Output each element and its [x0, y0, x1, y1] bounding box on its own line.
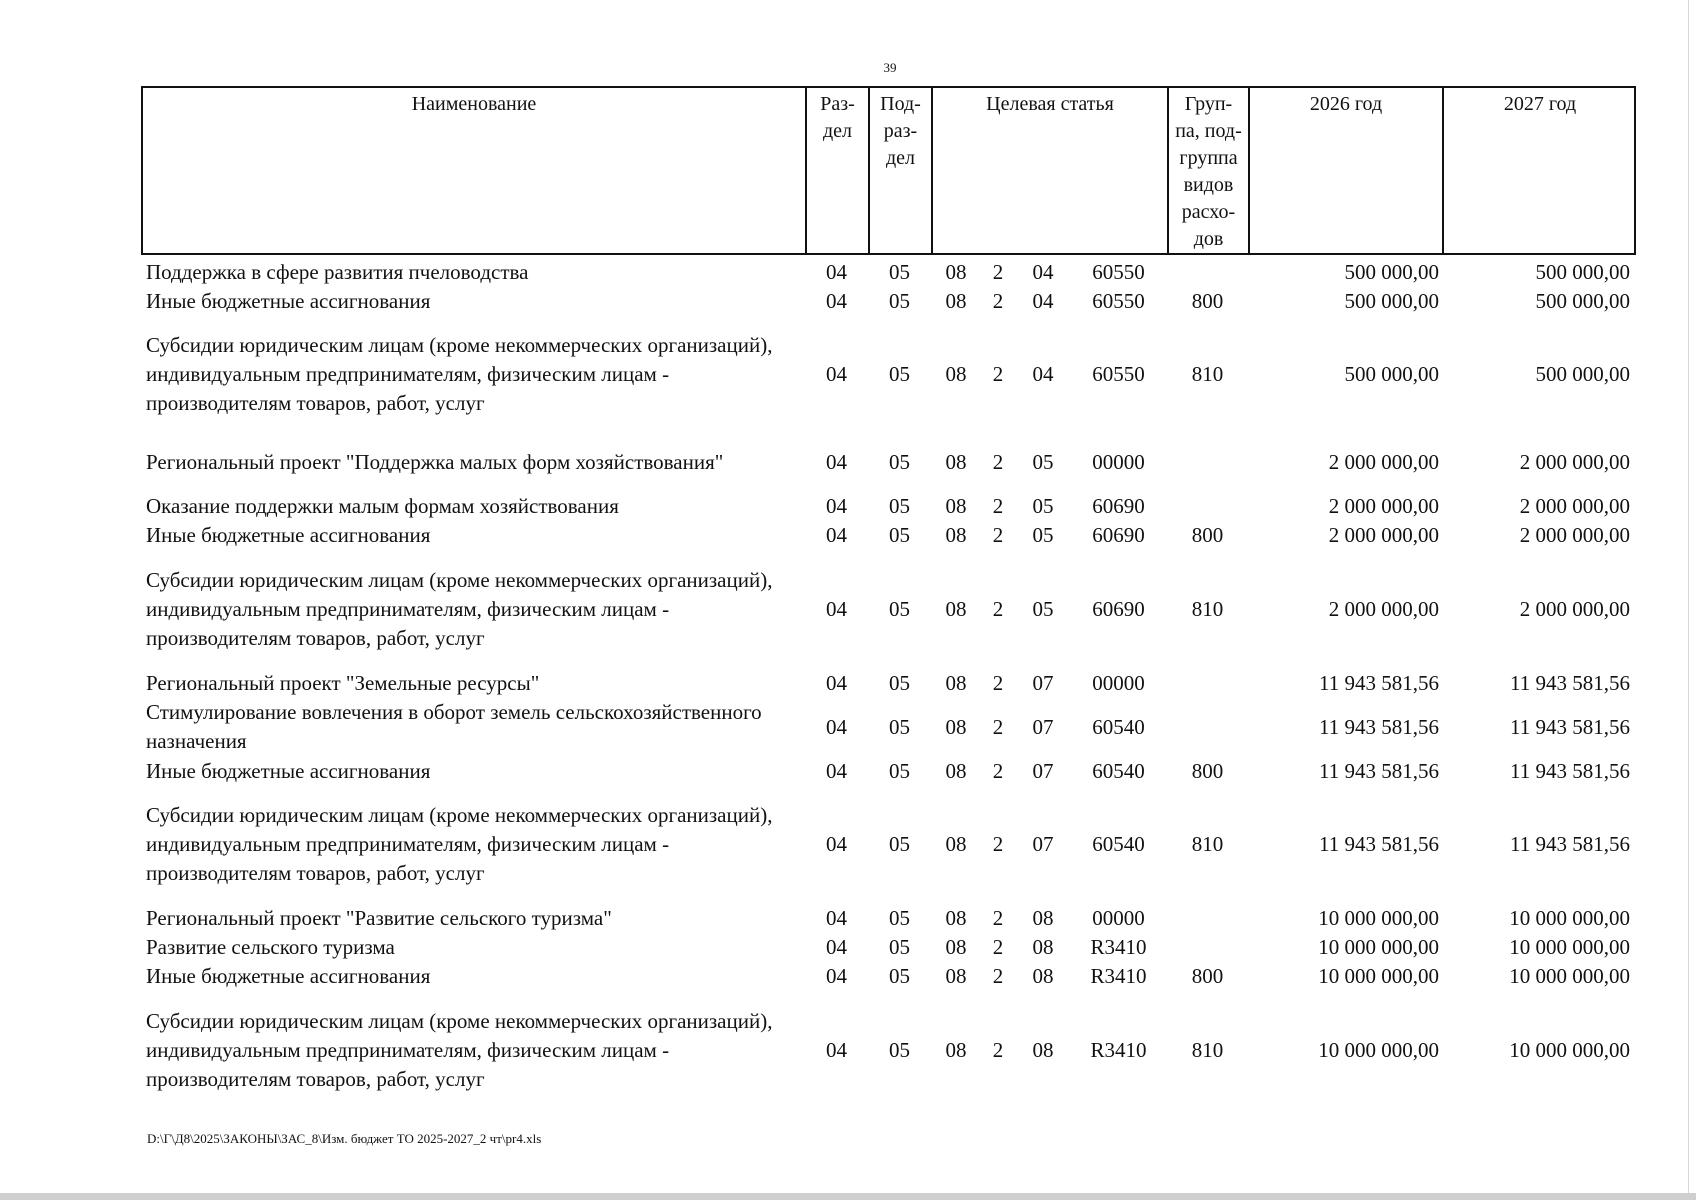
row-target-subprogram: 2 [992, 935, 1004, 959]
row-target-event: 08 [1032, 906, 1054, 930]
row-target-event: 04 [1032, 289, 1054, 313]
row-amount-2026: 500 000,00 [1344, 260, 1439, 284]
row-target-code: 60690 [1092, 494, 1145, 518]
row-target-program: 08 [945, 935, 967, 959]
row-target-program: 08 [945, 906, 967, 930]
row-name: Развитие сельского туризма [146, 935, 395, 959]
row-target-program: 08 [945, 260, 967, 284]
row-expense-group [1167, 669, 1248, 698]
row-name: Региональный проект "Развитие сельского туризма" [146, 906, 612, 930]
row-target-code: 60550 [1092, 260, 1145, 284]
row-target-code: 60540 [1092, 714, 1145, 739]
table-row [141, 904, 1636, 933]
row-target-program: 08 [945, 964, 967, 988]
row-target-subprogram: 2 [992, 759, 1004, 783]
row-amount-2027: 11 943 581,56 [1510, 759, 1630, 783]
row-target-subprogram: 2 [992, 906, 1004, 930]
row-razdel: 04 [826, 906, 847, 930]
row-podrazdel: 05 [889, 289, 910, 313]
row-target-code: R3410 [1090, 964, 1147, 988]
row-target-event: 08 [1032, 964, 1054, 988]
row-podrazdel: 05 [889, 597, 910, 621]
row-razdel: 04 [826, 450, 847, 474]
row-target-program: 08 [945, 832, 967, 856]
row-amount-2027: 10 000 000,00 [1509, 935, 1630, 959]
row-razdel: 04 [826, 714, 847, 739]
row-podrazdel: 05 [889, 714, 910, 739]
row-amount-2027: 11 943 581,56 [1510, 832, 1630, 856]
row-amount-2027: 500 000,00 [1535, 289, 1630, 313]
row-expense-group: 810 [1191, 362, 1224, 386]
row-target-program: 08 [945, 759, 967, 783]
row-expense-group [1167, 448, 1248, 477]
row-target-program: 08 [945, 494, 967, 518]
row-target-code: R3410 [1090, 1038, 1147, 1062]
row-target-code: 60690 [1092, 523, 1145, 547]
row-amount-2027: 11 943 581,56 [1510, 671, 1630, 695]
row-target-subprogram: 2 [992, 523, 1004, 547]
row-expense-group: 810 [1191, 1038, 1224, 1062]
row-amount-2026: 10 000 000,00 [1318, 935, 1439, 959]
row-expense-group [1167, 698, 1248, 756]
row-name: Субсидии юридическим лицам (кроме некоммерческих организаций), индивидуальным предпринимателям, физическим лицам - производителям товаров, работ, услуг [146, 1009, 773, 1091]
row-podrazdel: 05 [889, 671, 910, 695]
row-amount-2026: 10 000 000,00 [1318, 964, 1439, 988]
row-expense-group [1167, 933, 1248, 962]
row-name: Иные бюджетные ассигнования [146, 759, 431, 783]
table-row [141, 331, 1636, 418]
row-target-subprogram: 2 [992, 597, 1004, 621]
table-header [141, 86, 1636, 255]
row-target-event: 08 [1032, 1038, 1054, 1062]
row-name: Поддержка в сфере развития пчеловодства [146, 260, 529, 284]
row-amount-2027: 2 000 000,00 [1519, 450, 1630, 474]
row-name: Региональный проект "Земельные ресурсы" [146, 671, 540, 695]
row-target-program: 08 [945, 597, 967, 621]
row-target-subprogram: 2 [992, 260, 1004, 284]
row-target-event: 05 [1032, 450, 1054, 474]
header-year-2027: 2027 год [1503, 93, 1577, 115]
row-target-program: 08 [945, 450, 967, 474]
row-name: Субсидии юридическим лицам (кроме некоммерческих организаций), индивидуальным предпринимателям, физическим лицам - производителям товаров, работ, услуг [146, 803, 773, 885]
row-name: Иные бюджетные ассигнования [146, 289, 431, 313]
header-year-2026: 2026 год [1250, 88, 1444, 253]
row-expense-group [1167, 492, 1248, 521]
row-podrazdel: 05 [889, 260, 910, 284]
row-target-subprogram: 2 [992, 964, 1004, 988]
table-row [141, 669, 1636, 698]
row-target-event: 05 [1032, 597, 1054, 621]
row-target-code: 00000 [1092, 450, 1145, 474]
table-row [141, 1007, 1636, 1094]
row-amount-2026: 11 943 581,56 [1319, 671, 1439, 695]
row-target-code: 00000 [1092, 671, 1145, 695]
row-target-code: 60540 [1092, 832, 1145, 856]
row-expense-group [1167, 904, 1248, 933]
row-amount-2027: 11 943 581,56 [1510, 714, 1630, 739]
row-expense-group: 800 [1191, 289, 1224, 313]
row-name: Региональный проект "Поддержка малых форм хозяйствования" [146, 450, 724, 474]
row-target-program: 08 [945, 714, 967, 739]
row-target-subprogram: 2 [992, 1038, 1004, 1062]
row-target-event: 07 [1032, 671, 1054, 695]
row-target-event: 07 [1032, 714, 1054, 739]
row-amount-2026: 500 000,00 [1344, 289, 1439, 313]
table-row [141, 448, 1636, 477]
table-row [141, 287, 1636, 316]
row-podrazdel: 05 [889, 935, 910, 959]
row-razdel: 04 [826, 494, 847, 518]
row-target-subprogram: 2 [992, 450, 1004, 474]
row-target-code: 60550 [1092, 362, 1145, 386]
row-razdel: 04 [826, 1038, 847, 1062]
row-target-subprogram: 2 [992, 362, 1004, 386]
row-amount-2027: 500 000,00 [1535, 260, 1630, 284]
row-podrazdel: 05 [889, 450, 910, 474]
row-podrazdel: 05 [889, 832, 910, 856]
row-expense-group: 800 [1191, 523, 1224, 547]
row-name: Иные бюджетные ассигнования [146, 964, 431, 988]
row-amount-2026: 2 000 000,00 [1328, 494, 1439, 518]
row-amount-2027: 500 000,00 [1535, 362, 1630, 386]
row-target-program: 08 [945, 523, 967, 547]
header-podrazdel: Под- раз- дел [870, 88, 933, 253]
row-amount-2026: 11 943 581,56 [1319, 714, 1439, 739]
row-target-code: 60690 [1092, 597, 1145, 621]
header-name: Наименование [143, 88, 807, 253]
row-razdel: 04 [826, 759, 847, 783]
row-amount-2026: 500 000,00 [1344, 362, 1439, 386]
table-row [141, 801, 1636, 888]
row-target-subprogram: 2 [992, 671, 1004, 695]
row-target-program: 08 [945, 671, 967, 695]
row-razdel: 04 [826, 523, 847, 547]
row-podrazdel: 05 [889, 494, 910, 518]
table-row [141, 521, 1636, 550]
row-target-subprogram: 2 [992, 832, 1004, 856]
row-target-subprogram: 2 [992, 494, 1004, 518]
row-expense-group: 800 [1191, 759, 1224, 783]
row-amount-2026: 11 943 581,56 [1319, 832, 1439, 856]
table-row [141, 698, 1636, 756]
row-podrazdel: 05 [889, 964, 910, 988]
row-expense-group: 800 [1191, 964, 1224, 988]
row-target-event: 07 [1032, 832, 1054, 856]
row-amount-2027: 10 000 000,00 [1509, 1038, 1630, 1062]
row-expense-group [1167, 258, 1248, 287]
header-razdel: Раз- дел [807, 88, 870, 253]
row-name: Субсидии юридическим лицам (кроме некоммерческих организаций), индивидуальным предпринимателям, физическим лицам - производителям товаров, работ, услуг [146, 568, 773, 650]
row-expense-group: 810 [1191, 597, 1224, 621]
table-row [141, 962, 1636, 991]
row-target-code: R3410 [1090, 935, 1147, 959]
row-amount-2027: 2 000 000,00 [1519, 597, 1630, 621]
row-target-code: 00000 [1092, 906, 1145, 930]
row-razdel: 04 [826, 289, 847, 313]
row-razdel: 04 [826, 935, 847, 959]
row-podrazdel: 05 [889, 906, 910, 930]
row-amount-2027: 2 000 000,00 [1519, 523, 1630, 547]
row-expense-group: 810 [1191, 832, 1224, 856]
row-amount-2026: 2 000 000,00 [1328, 450, 1439, 474]
row-name: Иные бюджетные ассигнования [146, 523, 431, 547]
header-target-article: Целевая статья [933, 88, 1169, 253]
row-amount-2026: 11 943 581,56 [1319, 759, 1439, 783]
row-target-event: 04 [1032, 362, 1054, 386]
row-amount-2026: 10 000 000,00 [1318, 1038, 1439, 1062]
scan-bottom-strip [0, 1193, 1696, 1200]
table-row [141, 566, 1636, 653]
row-target-event: 04 [1032, 260, 1054, 284]
row-amount-2027: 10 000 000,00 [1509, 964, 1630, 988]
row-target-code: 60540 [1092, 759, 1145, 783]
row-podrazdel: 05 [889, 1038, 910, 1062]
table-row [141, 258, 1636, 287]
row-razdel: 04 [826, 362, 847, 386]
row-target-event: 05 [1032, 494, 1054, 518]
row-amount-2026: 10 000 000,00 [1318, 906, 1439, 930]
row-amount-2027: 2 000 000,00 [1519, 494, 1630, 518]
row-target-program: 08 [945, 289, 967, 313]
row-name: Оказание поддержки малым формам хозяйствования [146, 494, 619, 518]
table-row [141, 757, 1636, 786]
row-target-program: 08 [945, 1038, 967, 1062]
row-target-program: 08 [945, 362, 967, 386]
file-path-footer: D:\Г\Д8\2025\ЗАКОНЫ\ЗАС_8\Изм. бюджет ТО 2025-2027_2 чт\pr4.xls [147, 1131, 542, 1146]
row-razdel: 04 [826, 260, 847, 284]
row-podrazdel: 05 [889, 759, 910, 783]
row-target-event: 07 [1032, 759, 1054, 783]
row-amount-2026: 2 000 000,00 [1328, 523, 1439, 547]
table-row [141, 933, 1636, 962]
page-number: 39 [883, 60, 897, 75]
row-razdel: 04 [826, 597, 847, 621]
row-amount-2026: 2 000 000,00 [1328, 597, 1439, 621]
row-razdel: 04 [826, 832, 847, 856]
row-podrazdel: 05 [889, 362, 910, 386]
header-expense-group: Груп- па, под- группа видов расхо- дов [1169, 88, 1250, 253]
row-amount-2027: 10 000 000,00 [1509, 906, 1630, 930]
row-name: Субсидии юридическим лицам (кроме некоммерческих организаций), индивидуальным предпринимателям, физическим лицам - производителям товаров, работ, услуг [146, 333, 773, 415]
row-target-event: 08 [1032, 935, 1054, 959]
row-razdel: 04 [826, 964, 847, 988]
row-razdel: 04 [826, 671, 847, 695]
row-target-event: 05 [1032, 523, 1054, 547]
row-name: Стимулирование вовлечения в оборот земель сельскохозяйственного назначения [146, 700, 762, 753]
table-row [141, 492, 1636, 521]
row-podrazdel: 05 [889, 523, 910, 547]
page-edge [1688, 0, 1689, 1193]
row-target-code: 60550 [1092, 289, 1145, 313]
row-target-subprogram: 2 [992, 289, 1004, 313]
row-target-subprogram: 2 [992, 714, 1004, 739]
